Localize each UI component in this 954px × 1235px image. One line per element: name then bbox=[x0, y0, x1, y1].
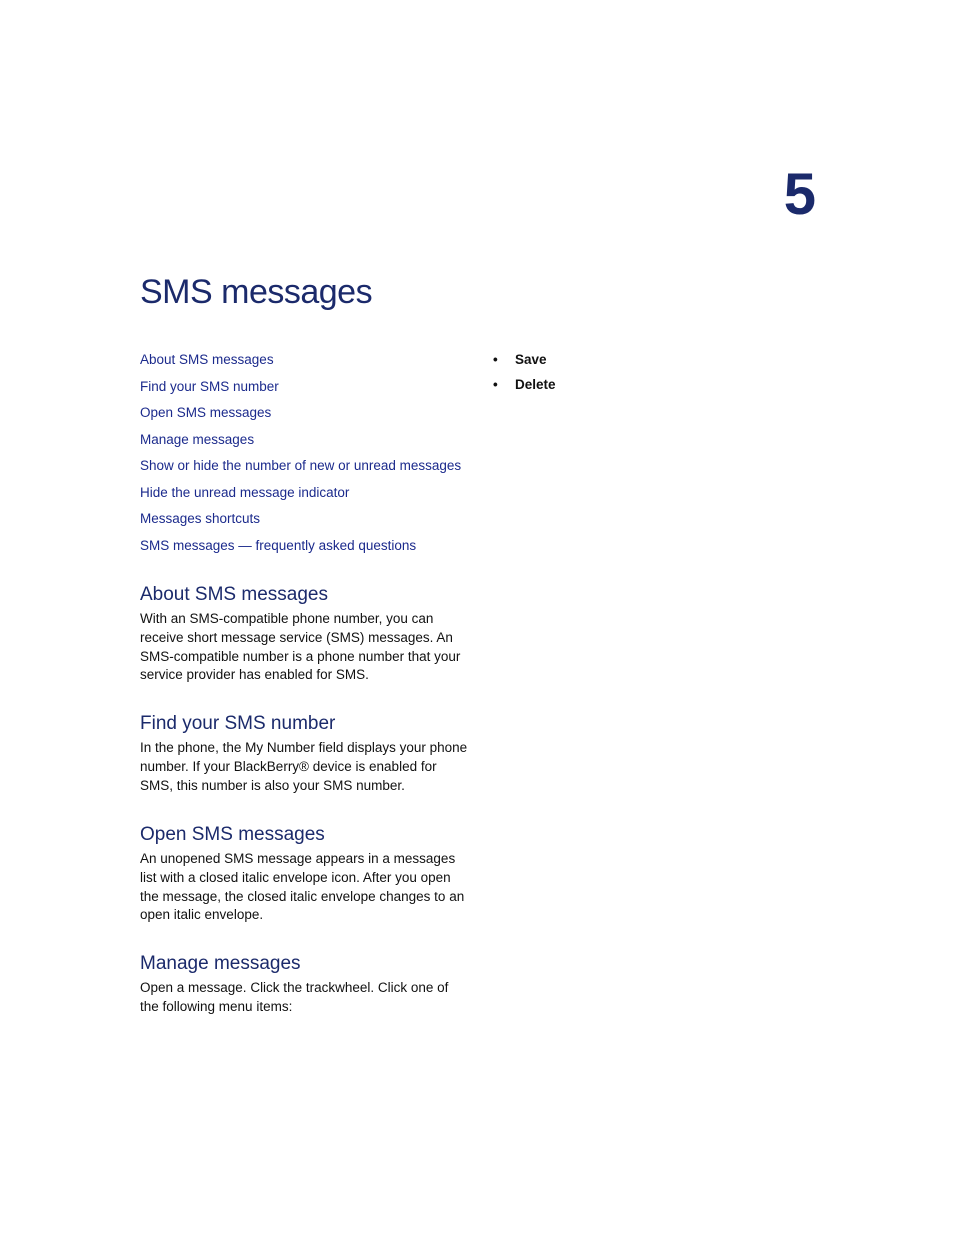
toc-item bbox=[140, 376, 480, 403]
toc-link-open-sms-messages[interactable]: Open SMS messages bbox=[140, 405, 272, 420]
toc-link-show-hide-unread-count[interactable]: Show or hide the number of new or unread messages bbox=[140, 458, 462, 473]
section-body: With an SMS-compatible phone number, you can receive short message service (SMS) messages. An SMS-compatible number is a phone number that your service provider has enabled for SMS. bbox=[140, 611, 461, 683]
section-heading: About SMS messages bbox=[140, 584, 328, 605]
toc-item bbox=[140, 402, 480, 429]
bullet-icon: • bbox=[493, 377, 498, 392]
chapter-toc bbox=[140, 349, 480, 561]
page-title: SMS messages bbox=[140, 273, 373, 311]
chapter-number: 5 bbox=[783, 162, 816, 227]
menu-items-list bbox=[493, 350, 556, 400]
section-manage-messages bbox=[140, 952, 470, 1017]
section-body: In the phone, the My Number field displays your phone number. If your BlackBerry® device is enabled for SMS, this number is also your SMS number. bbox=[140, 740, 468, 793]
toc-item bbox=[140, 429, 480, 456]
list-item bbox=[493, 350, 556, 375]
list-item bbox=[493, 375, 556, 400]
section-body: An unopened SMS message appears in a messages list with a closed italic envelope icon. After you open the message, the closed italic envelope changes to an open italic envelope. bbox=[140, 851, 465, 923]
menu-item-save: Save bbox=[515, 352, 547, 367]
toc-link-sms-faq[interactable]: SMS messages — frequently asked questions bbox=[140, 537, 417, 553]
bullet-icon: • bbox=[493, 352, 498, 367]
toc-link-hide-unread-indicator[interactable]: Hide the unread message indicator bbox=[140, 484, 350, 500]
toc-item bbox=[140, 482, 480, 509]
section-about-sms-messages bbox=[140, 583, 470, 685]
toc-link-find-your-sms-number[interactable]: Find your SMS number bbox=[140, 378, 279, 394]
toc-item bbox=[140, 455, 480, 482]
toc-link-messages-shortcuts[interactable]: Messages shortcuts bbox=[140, 511, 261, 526]
section-find-your-sms-number bbox=[140, 712, 470, 795]
toc-item bbox=[140, 508, 480, 535]
toc-link-manage-messages[interactable]: Manage messages bbox=[140, 431, 255, 447]
section-heading: Manage messages bbox=[140, 953, 301, 974]
section-body: Open a message. Click the trackwheel. Click one of the following menu items: bbox=[140, 980, 449, 1014]
menu-item-delete: Delete bbox=[515, 377, 556, 392]
section-heading: Find your SMS number bbox=[140, 713, 336, 734]
toc-item bbox=[140, 535, 480, 562]
section-open-sms-messages bbox=[140, 823, 470, 925]
section-heading: Open SMS messages bbox=[140, 824, 325, 845]
toc-link-about-sms-messages[interactable]: About SMS messages bbox=[140, 352, 274, 367]
toc-item bbox=[140, 349, 480, 376]
